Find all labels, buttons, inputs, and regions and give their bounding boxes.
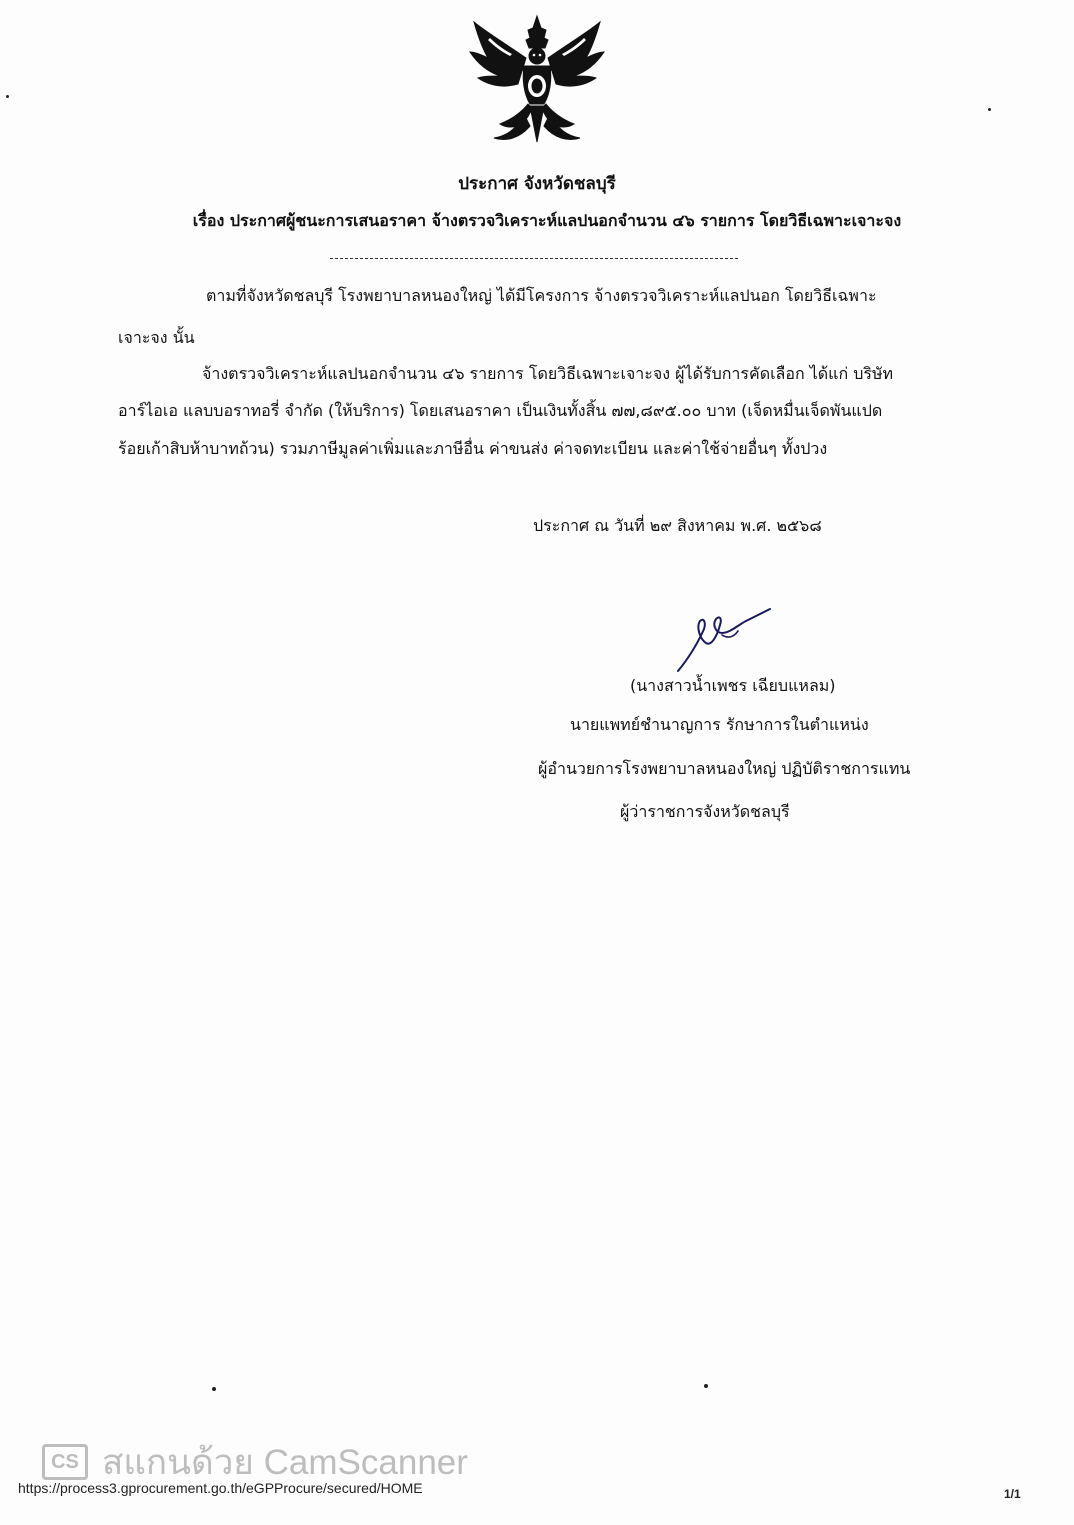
- document-subject: เรื่อง ประกาศผู้ชนะการเสนอราคา จ้างตรวจวิเคราะห์แลปนอกจำนวน ๔๖ รายการ โดยวิธีเฉพาะเจาะจง: [192, 211, 902, 230]
- scan-speck: [704, 1384, 708, 1388]
- announcement-date: ประกาศ ณ วันที่ ๒๙ สิงหาคม พ.ศ. ๒๕๖๘: [533, 516, 822, 535]
- signatory-name: (นางสาวน้ำเพชร เฉียบแหลม): [630, 676, 836, 695]
- footer-url: https://process3.gprocurement.go.th/eGPProcure/secured/HOME: [18, 1480, 423, 1496]
- body-paragraph-2-line-2: อาร์ไอเอ แลบบอราทอรี่ จำกัด (ให้บริการ) โดยเสนอราคา เป็นเงินทั้งสิ้น ๗๗,๘๙๕.๐๐ บาท (เจ็ดหมื่นเจ็ดพันแปด: [118, 401, 883, 420]
- body-paragraph-2-line-1: จ้างตรวจวิเคราะห์แลปนอกจำนวน ๔๖ รายการ โดยวิธีเฉพาะเจาะจง ผู้ได้รับการคัดเลือก ได้แก่ บริษัท: [202, 364, 894, 383]
- scan-speck: [212, 1387, 216, 1391]
- camscanner-text: สแกนด้วย CamScanner: [102, 1442, 468, 1482]
- signatory-role: ผู้อำนวยการโรงพยาบาลหนองใหญ่ ปฏิบัติราชการแทน: [538, 759, 911, 778]
- signatory-office: ผู้ว่าราชการจังหวัดชลบุรี: [620, 802, 790, 821]
- camscanner-watermark: [42, 1440, 468, 1484]
- body-paragraph-1-line-1: ตามที่จังหวัดชลบุรี โรงพยาบาลหนองใหญ่ ได้มีโครงการ จ้างตรวจวิเคราะห์แลปนอก โดยวิธีเฉพาะ: [206, 286, 877, 305]
- body-paragraph-1-line-2: เจาะจง นั้น: [118, 328, 195, 347]
- garuda-emblem-icon: [466, 14, 608, 146]
- footer-page-number: 1/1: [1004, 1487, 1021, 1501]
- scan-speck: [6, 95, 9, 98]
- signatory-position: นายแพทย์ชำนาญการ รักษาการในตำแหน่ง: [570, 715, 869, 734]
- camscanner-logo-icon: CS: [42, 1444, 88, 1480]
- separator-rule: [330, 258, 738, 259]
- handwritten-signature: [670, 603, 774, 675]
- scan-speck: [988, 108, 991, 111]
- body-paragraph-2-line-3: ร้อยเก้าสิบห้าบาทถ้วน) รวมภาษีมูลค่าเพิ่มและภาษีอื่น ค่าขนส่ง ค่าจดทะเบียน และค่าใช้จ่ายอื่นๆ ทั้งปวง: [118, 439, 828, 458]
- document-title: ประกาศ จังหวัดชลบุรี: [458, 174, 616, 194]
